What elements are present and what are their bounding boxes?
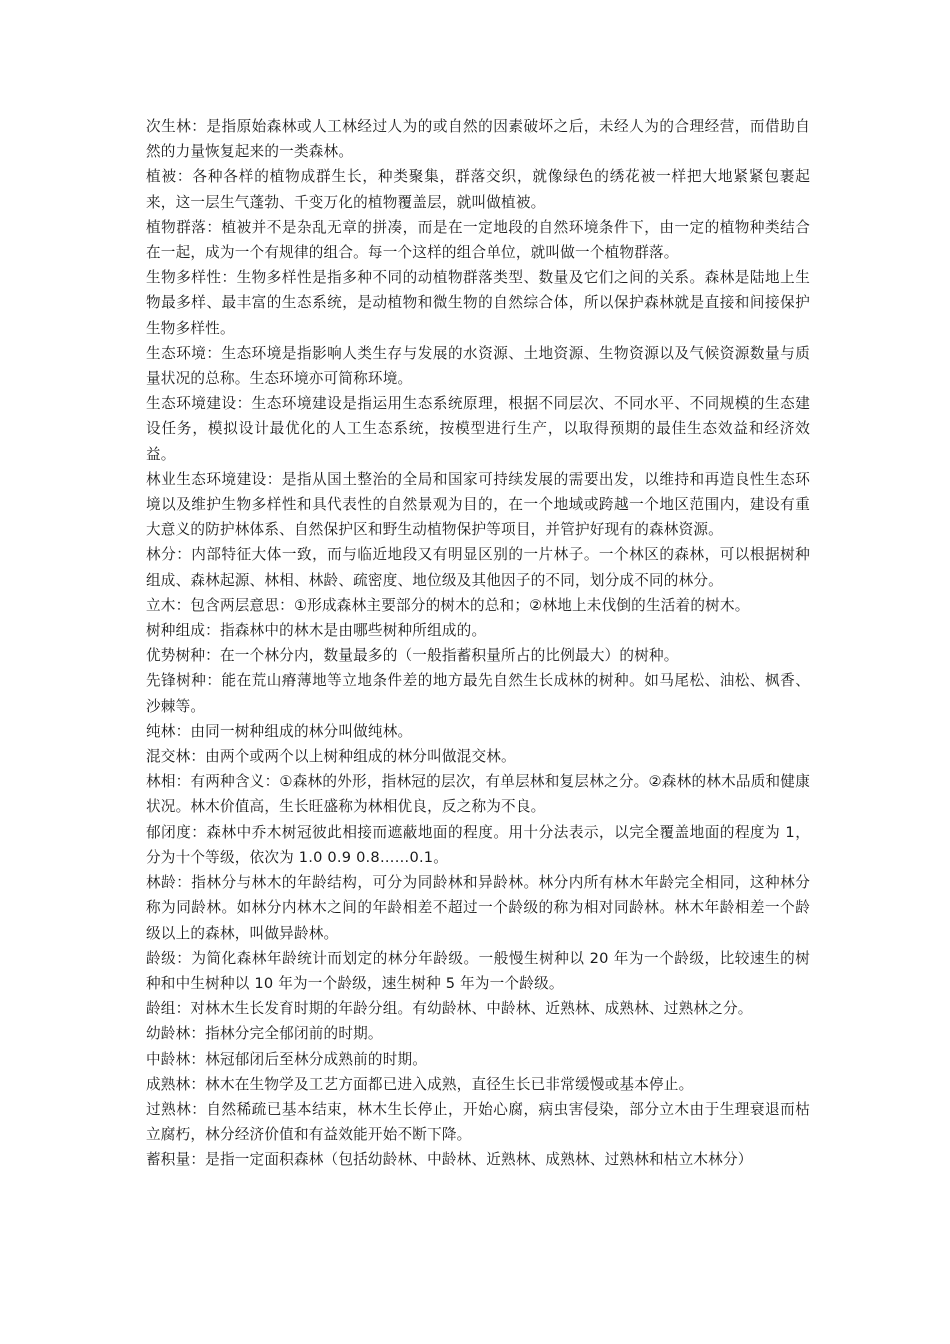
term-vegetation: 植被：各种各样的植物成群生长，种类聚集，群落交织，就像绿色的绣花被一样把大地紧紧包裹起来，这一层生气蓬勃、千变万化的植物覆盖层，就叫做植被。 <box>146 168 810 211</box>
term-middle-aged-forest: 中龄林：林冠郁闭后至林分成熟前的时期。 <box>146 1050 428 1068</box>
term-plant-community: 植物群落：植被并不是杂乱无章的拼凑，而是在一定地段的自然环境条件下，由一定的植物种类结合在一起，成为一个有规律的组合。每一个这样的组合单位，就叫做一个植物群落。 <box>146 218 810 262</box>
term-dominant-species: 优势树种：在一个林分内，数量最多的（一般指蓄积量所占的比例最大）的树种。 <box>146 647 679 665</box>
term-age-class: 龄级：为简化森林年龄统计而划定的林分年龄级。一般慢生树种以 20 年为一个龄级，比较速生的树种和中生树种以 10 年为一个龄级，速生树种 5 年为一个龄级。 <box>146 949 810 992</box>
document-body <box>146 114 810 1173</box>
term-overmature-forest: 过熟林：自然稀疏已基本结束，林木生长停止，开始心腐，病虫害侵染，部分立木由于生理衰退而枯立腐朽，林分经济价值和有益效能开始不断下降。 <box>146 1100 810 1144</box>
term-mixed-forest: 混交林：由两个或两个以上树种组成的林分叫做混交林。 <box>146 748 516 766</box>
term-secondary-forest: 次生林：是指原始森林或人工林经过人为的或自然的因素破坏之后，未经人为的合理经营，而借助自然的力量恢复起来的一类森林。 <box>146 118 810 161</box>
term-forest-appearance: 林相：有两种含义：①森林的外形，指林冠的层次，有单层林和复层林之分。②森林的林木品质和健康状况。林木价值高，生长旺盛称为林相优良，反之称为不良。 <box>146 773 810 816</box>
term-biodiversity: 生物多样性：生物多样性是指多种不同的动植物群落类型、数量及它们之间的关系。森林是陆地上生物最多样、最丰富的生态系统，是动植物和微生物的自然综合体，所以保护森林就是直接和间接保护生物多样性。 <box>146 269 810 337</box>
term-canopy-density: 郁闭度：森林中乔木树冠彼此相接而遮蔽地面的程度。用十分法表示，以完全覆盖地面的程度为 1，分为十个等级，依次为 1.0 0.9 0.8……0.1。 <box>146 823 810 866</box>
term-age-group: 龄组：对林木生长发育时期的年龄分组。有幼龄林、中龄林、近熟林、成熟林、过熟林之分。 <box>146 1000 753 1018</box>
term-pioneer-species: 先锋树种：能在荒山瘠薄地等立地条件差的地方最先自然生长成林的树种。如马尾松、油松、枫香、沙棘等。 <box>146 672 810 715</box>
term-young-forest: 幼龄林：指林分完全郁闭前的时期。 <box>146 1025 383 1043</box>
term-mature-forest: 成熟林：林木在生物学及工艺方面都已进入成熟，直径生长已非常缓慢或基本停止。 <box>146 1075 694 1093</box>
term-species-composition: 树种组成：指森林中的林木是由哪些树种所组成的。 <box>146 622 487 640</box>
term-growing-stock: 蓄积量：是指一定面积森林（包括幼龄林、中龄林、近熟林、成熟林、过熟林和枯立木林分） <box>146 1151 753 1169</box>
term-forestry-ecological-construction: 林业生态环境建设：是指从国土整治的全局和国家可持续发展的需要出发，以维持和再造良性生态环境以及维护生物多样性和具代表性的自然景观为目的，在一个地域或跨越一个地区范围内，建设有重大意义的防护林体系、自然保护区和野生动植物保护等项目，并管护好现有的森林资源。 <box>146 470 810 539</box>
term-pure-forest: 纯林：由同一树种组成的林分叫做纯林。 <box>146 722 413 740</box>
term-forest-stand: 林分：内部特征大体一致，而与临近地段又有明显区别的一片林子。一个林区的森林，可以根据树种组成、森林起源、林相、林龄、疏密度、地位级及其他因子的不同，划分成不同的林分。 <box>146 546 810 589</box>
term-standing-tree: 立木：包含两层意思：①形成森林主要部分的树木的总和；②林地上未伐倒的生活着的树木。 <box>146 596 750 614</box>
term-ecological-environment: 生态环境：生态环境是指影响人类生存与发展的水资源、土地资源、生物资源以及气候资源数量与质量状况的总称。生态环境亦可简称环境。 <box>146 344 810 388</box>
term-ecological-construction: 生态环境建设：生态环境建设是指运用生态系统原理，根据不同层次、不同水平、不同规模的生态建设任务，模拟设计最优化的人工生态系统，按模型进行生产，以取得预期的最佳生态效益和经济效益。 <box>146 395 810 463</box>
term-stand-age: 林龄：指林分与林木的年龄结构，可分为同龄林和异龄林。林分内所有林木年龄完全相同，这种林分称为同龄林。如林分内林木之间的年龄相差不超过一个龄级的称为相对同龄林。林木年龄相差一个龄级以上的森林，叫做异龄林。 <box>146 874 810 942</box>
